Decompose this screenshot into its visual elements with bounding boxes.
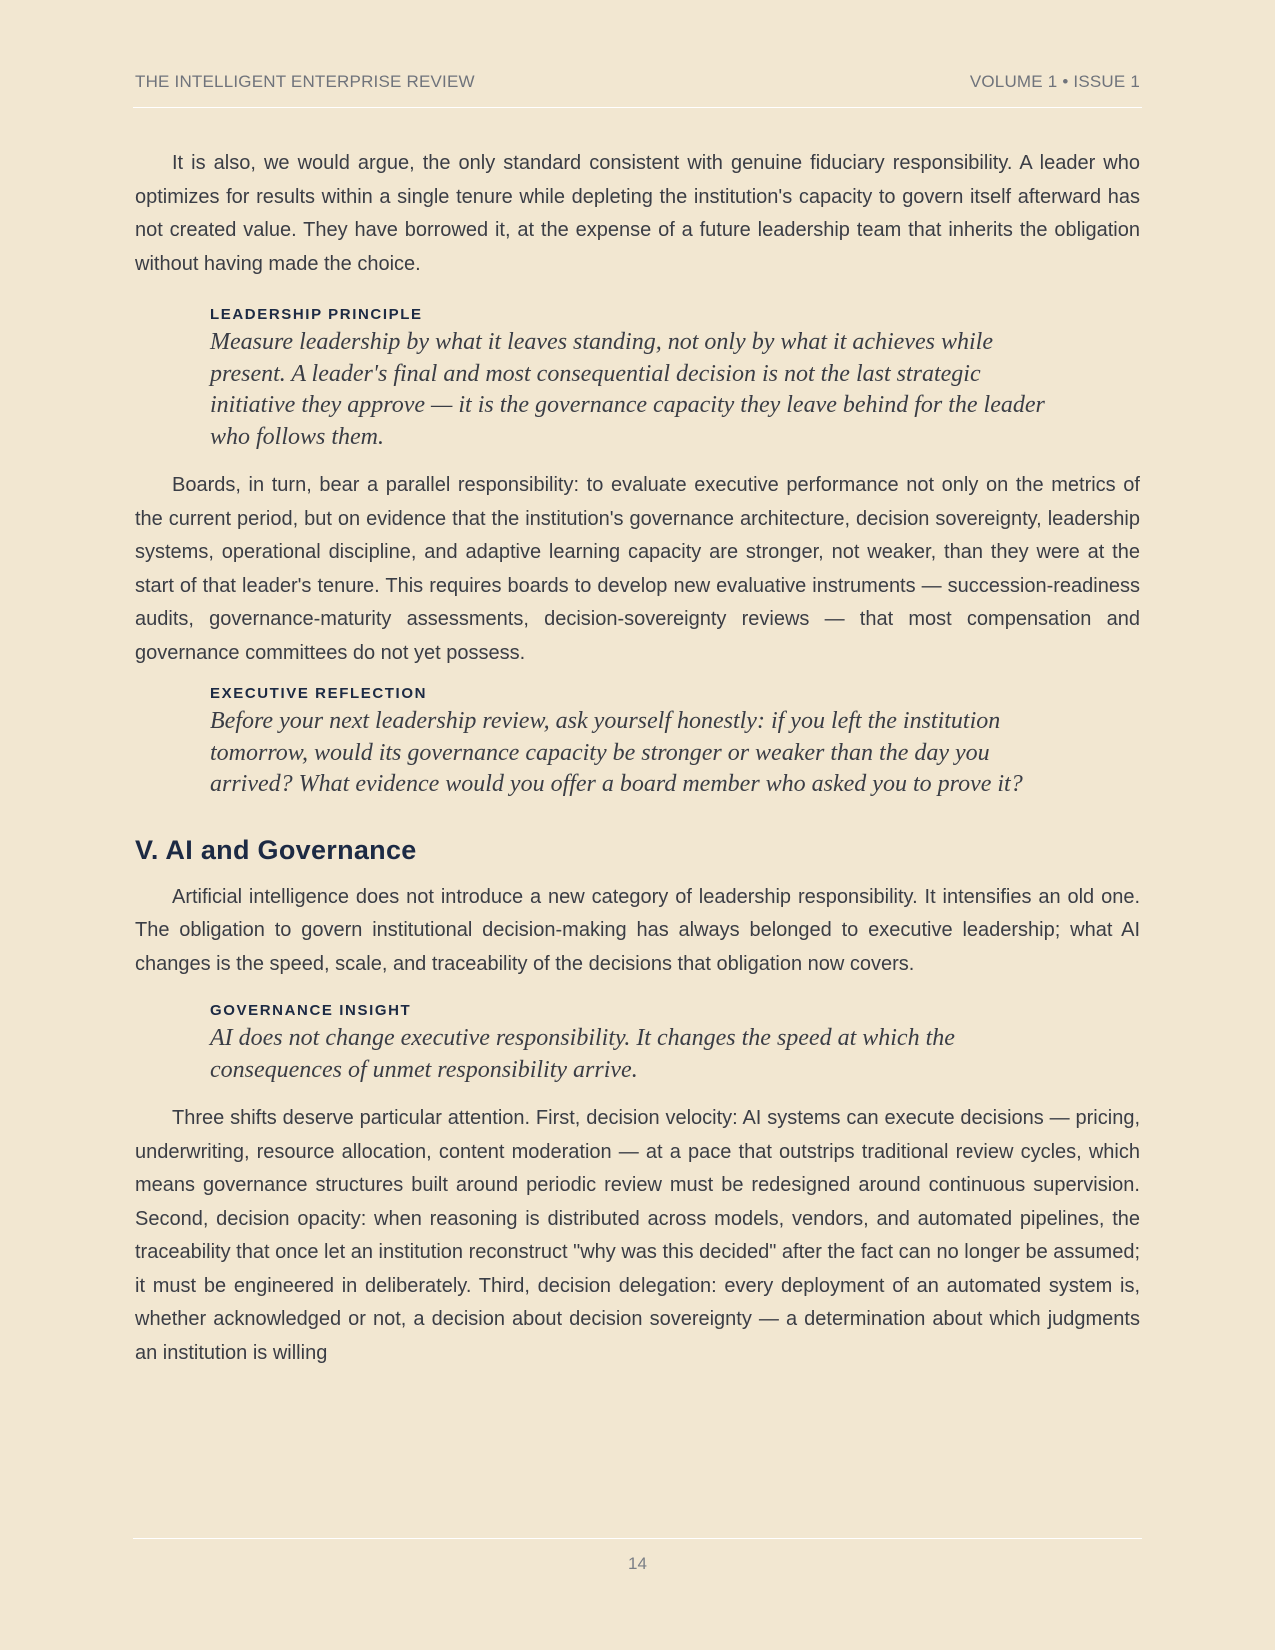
callout-executive-reflection	[210, 684, 1070, 801]
issue-label: VOLUME 1 • ISSUE 1	[969, 72, 1140, 91]
section-heading: V. AI and Governance	[135, 834, 417, 865]
callout-quote: Measure leadership by what it leaves standing, not only by what it achieves while present. A leader's final and most consequential decision is not the last strategic initiative they approve — it is the governance capacity they leave behind for the leader who follows them.	[210, 329, 1045, 450]
running-header	[135, 72, 1140, 92]
paragraph-shifts: Three shifts deserve particular attention. First, decision velocity: AI systems can execute decisions — pricing, underwriting, resource allocation, content moderation — at a pace that outstrips traditional review cycles, which means governance structures built around periodic review must be redesigned around continuous supervision. Second, decision opacity: when reasoning is distributed across models, vendors, and automated pipelines, the traceability that once let an institution reconstruct "why was this decided" after the fact can no longer be assumed; it must be engineered in deliberately. Third, decision delegation: every deployment of an automated system is, whether acknowledged or not, a decision about decision sovereignty — a determination about which judgments an institution is willing	[135, 1107, 1140, 1364]
paragraph-boards: Boards, in turn, bear a parallel responsibility: to evaluate executive performance not only on the metrics of the current period, but on evidence that the institution's governance architecture, decision sovereignty, leadership systems, operational discipline, and adaptive learning capacity are stronger, not weaker, than they were at the start of that leader's tenure. This requires boards to develop new evaluative instruments — succession-readiness audits, governance-maturity assessments, decision-sovereignty reviews — that most compensation and governance committees do not yet possess.	[135, 474, 1140, 664]
callout-quote: AI does not change executive responsibility. It changes the speed at which the consequences of unmet responsibility arrive.	[210, 1025, 955, 1083]
publication-title: THE INTELLIGENT ENTERPRISE REVIEW	[135, 72, 475, 91]
footer-divider	[133, 1538, 1142, 1539]
callout-quote: Before your next leadership review, ask yourself honestly: if you left the institution tomorrow, would its governance capacity be stronger or weaker than the day you arrived? What evidence would you offer a board member who asked you to prove it?	[210, 708, 1023, 797]
callout-label: EXECUTIVE REFLECTION	[210, 685, 428, 702]
callout-label: LEADERSHIP PRINCIPLE	[210, 306, 423, 323]
article-body	[135, 147, 1140, 1370]
header-divider	[133, 107, 1142, 108]
paragraph-ai: Artificial intelligence does not introduce a new category of leadership responsibility. It intensifies an old one. The obligation to govern institutional decision-making has always belonged to executive leadership; what AI changes is the speed, scale, and traceability of the decisions that obligation now covers.	[135, 885, 1140, 975]
callout-governance-insight	[210, 1001, 1070, 1086]
callout-leadership-principle	[210, 305, 1070, 453]
callout-label: GOVERNANCE INSIGHT	[210, 1002, 412, 1019]
page-number: 14	[628, 1554, 647, 1573]
paragraph-fiduciary: It is also, we would argue, the only standard consistent with genuine fiduciary responsibility. A leader who optimizes for results within a single tenure while depleting the institution's capacity to govern itself afterward has not created value. They have borrowed it, at the expense of a future leadership team that inherits the obligation without having made the choice.	[135, 152, 1140, 275]
